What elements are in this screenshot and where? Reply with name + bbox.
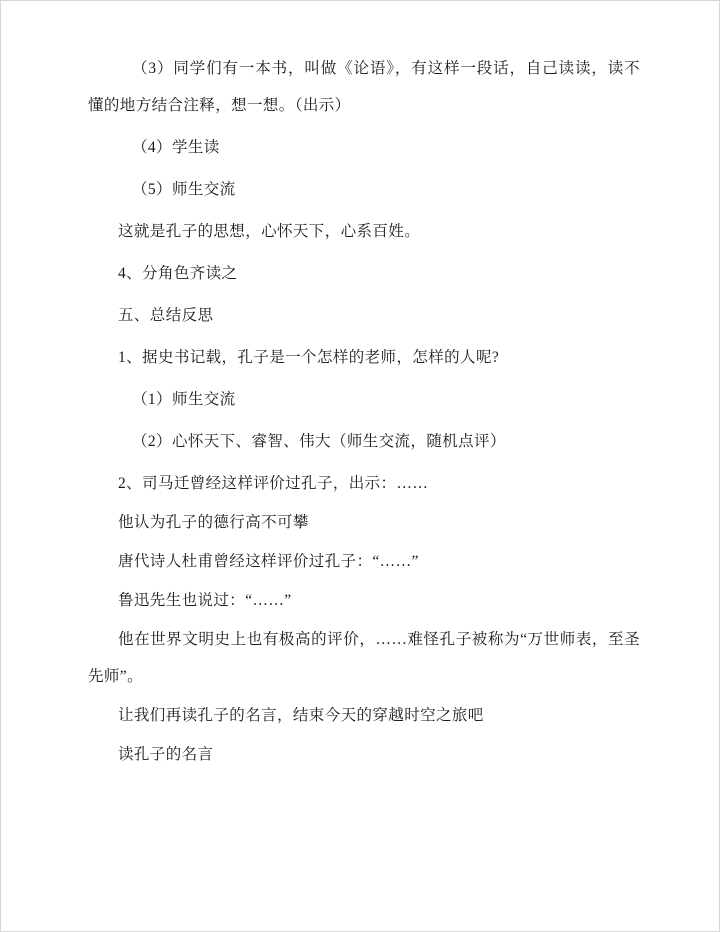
heading-five-summary-reflection: 五、总结反思 (118, 307, 214, 324)
paragraph-read-quotes-again: 让我们再读孔子的名言，结束今天的穿越时空之旅吧 (118, 707, 484, 724)
paragraph-virtue-unreachable: 他认为孔子的德行高不可攀 (118, 514, 309, 531)
paragraph-1-history-record: 1、据史书记载，孔子是一个怎样的老师，怎样的人呢? (118, 349, 500, 366)
paragraph-world-civilization: 他在世界文明史上也有极高的评价，……难怪孔子被称为“万世师表，至圣先师”。 (88, 631, 640, 685)
paragraph-read-confucius-quotes: 读孔子的名言 (118, 746, 214, 763)
paragraph-4-student-read: （4）学生读 (132, 139, 220, 156)
paragraph-dufu-comment: 唐代诗人杜甫曾经这样评价过孔子：“……” (118, 553, 419, 570)
paragraph-confucius-thought: 这就是孔子的思想，心怀天下，心系百姓。 (118, 223, 421, 240)
paragraph-luxun-comment: 鲁迅先生也说过：“……” (118, 592, 292, 609)
document-body (88, 50, 640, 773)
paragraph-2-heart-world: （2）心怀天下、睿智、伟大（师生交流，随机点评） (132, 433, 506, 450)
paragraph-3-lunyu: （3）同学们有一本书，叫做《论语》，有这样一段话，自己读读，读不懂的地方结合注释，想一想。（出示） (88, 60, 640, 114)
paragraph-4-role-read: 4、分角色齐读之 (118, 265, 238, 282)
paragraph-2-sima-qian: 2、司马迁曾经这样评价过孔子，出示：…… (118, 475, 429, 492)
paragraph-1-teacher-student-exchange: （1）师生交流 (132, 391, 236, 408)
paragraph-5-teacher-student-exchange: （5）师生交流 (132, 181, 236, 198)
